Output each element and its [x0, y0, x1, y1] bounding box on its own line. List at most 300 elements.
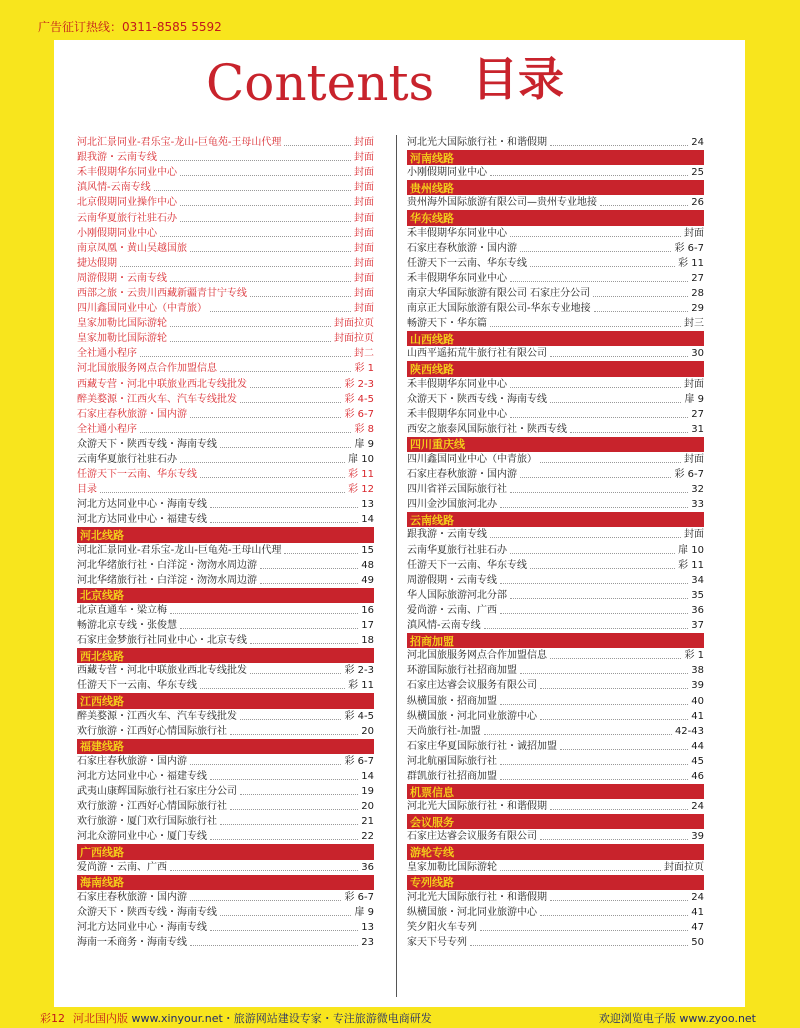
- toc-entry-page: 封二: [354, 348, 374, 360]
- toc-entry-title: 四川金沙国旅河北办: [407, 499, 497, 511]
- toc-entry[interactable]: [77, 709, 374, 724]
- toc-entry[interactable]: [407, 135, 704, 150]
- dot-leader: [200, 688, 345, 689]
- toc-entry-page: 23: [361, 937, 374, 949]
- section-header: 福建线路: [77, 739, 374, 754]
- toc-entry-title: 欢行旅游・江西好心情国际旅行社: [77, 725, 227, 737]
- toc-entry-title: 南京正大国际旅游有限公司-华东专业地接: [407, 303, 591, 315]
- section-header: 贵州线路: [407, 180, 704, 195]
- dot-leader: [540, 688, 688, 689]
- toc-entry-page: 彩 2-3: [344, 665, 374, 677]
- toc-entry[interactable]: [407, 165, 704, 180]
- toc-entry[interactable]: [77, 663, 374, 678]
- toc-entry[interactable]: [407, 241, 704, 256]
- toc-entry[interactable]: [77, 226, 374, 241]
- toc-entry[interactable]: [407, 271, 704, 286]
- dot-leader: [500, 704, 688, 705]
- dot-leader: [210, 522, 358, 523]
- toc-entry[interactable]: [77, 905, 374, 920]
- toc-entry[interactable]: [407, 543, 704, 558]
- toc-entry[interactable]: [407, 603, 704, 618]
- footer-page-label: 彩12: [40, 1012, 65, 1025]
- toc-entry-title: 河北华绪旅行社・白洋淀・沕沕水周边游: [77, 559, 257, 571]
- toc-entry-title: 石家庄春秋旅游・国内游: [407, 242, 517, 254]
- toc-entry-page: 45: [691, 755, 704, 767]
- toc-entry-page: 26: [691, 197, 704, 209]
- dot-leader: [520, 251, 671, 252]
- toc-entry-page: 封面: [684, 227, 704, 239]
- toc-entry-title: 石家庄春秋旅游・国内游: [77, 755, 187, 767]
- dot-leader: [190, 251, 351, 252]
- toc-entry-title: 周游假期・云南专线: [77, 272, 167, 284]
- toc-entry-title: 小刚假期同业中心: [77, 227, 157, 239]
- toc-entry[interactable]: [77, 256, 374, 271]
- dot-leader: [500, 870, 661, 871]
- toc-entry-title: 畅游北京专线・张俊慧: [77, 620, 177, 632]
- toc-entry[interactable]: [77, 180, 374, 195]
- toc-entry[interactable]: [407, 407, 704, 422]
- toc-entry-title: 跟我游・云南专线: [77, 152, 157, 164]
- toc-entry-page: 封面: [354, 257, 374, 269]
- toc-entry[interactable]: [407, 724, 704, 739]
- dot-leader: [480, 930, 688, 931]
- footer-slogan[interactable]: www.xinyour.net・旅游网站建设专家・专注旅游微电商研发: [131, 1012, 432, 1025]
- toc-entry[interactable]: [77, 860, 374, 875]
- toc-entry[interactable]: [407, 920, 704, 935]
- toc-entry[interactable]: [407, 286, 704, 301]
- toc-entry[interactable]: [407, 482, 704, 497]
- toc-entry[interactable]: [77, 165, 374, 180]
- section-header: 专列线路: [407, 875, 704, 890]
- toc-entry-title: 云南华夏旅行社驻石办: [77, 212, 177, 224]
- toc-entry[interactable]: [77, 724, 374, 739]
- toc-entry[interactable]: [407, 648, 704, 663]
- toc-entry-title: 众游天下・陕西专线・海南专线: [77, 906, 217, 918]
- toc-entry[interactable]: [77, 497, 374, 512]
- dot-leader: [560, 749, 688, 750]
- toc-entry-title: 西藏专营・河北中联旅业西北专线批发: [77, 665, 247, 677]
- toc-entry-page: 42-43: [674, 725, 704, 737]
- toc-entry[interactable]: [407, 739, 704, 754]
- dot-leader: [170, 326, 331, 327]
- toc-entry[interactable]: [407, 573, 704, 588]
- toc-entry[interactable]: [77, 331, 374, 346]
- toc-entry-title: 北京直通车・梁立梅: [77, 604, 167, 616]
- dot-leader: [100, 492, 345, 493]
- toc-entry[interactable]: [77, 301, 374, 316]
- toc-entry[interactable]: [77, 558, 374, 573]
- dot-leader: [240, 794, 358, 795]
- toc-entry[interactable]: [77, 814, 374, 829]
- toc-entry-title: 石家庄春秋旅游・国内游: [77, 891, 187, 903]
- toc-entry-page: 24: [691, 891, 704, 903]
- dot-leader: [510, 492, 688, 493]
- title-english: Contents: [206, 54, 435, 112]
- toc-entry-title: 四川省祥云国际旅行社: [407, 484, 507, 496]
- toc-entry[interactable]: [77, 784, 374, 799]
- toc-entry[interactable]: [77, 392, 374, 407]
- toc-entry[interactable]: [77, 195, 374, 210]
- toc-entry-title: 皇家加勒比国际游轮: [77, 318, 167, 330]
- dot-leader: [210, 507, 358, 508]
- dot-leader: [550, 356, 688, 357]
- toc-entry-page: 彩 4-5: [344, 393, 374, 405]
- dot-leader: [510, 281, 688, 282]
- toc-entry[interactable]: [407, 377, 704, 392]
- toc-entry-title: 爱尚游・云南、广西: [77, 861, 167, 873]
- dot-leader: [230, 734, 358, 735]
- toc-entry[interactable]: [407, 392, 704, 407]
- dot-leader: [180, 221, 351, 222]
- toc-entry[interactable]: [77, 407, 374, 422]
- toc-entry[interactable]: [407, 422, 704, 437]
- toc-entry-title: 石家庄达睿会议服务有限公司: [407, 680, 537, 692]
- toc-entry[interactable]: [77, 603, 374, 618]
- toc-entry[interactable]: [77, 512, 374, 527]
- toc-entry[interactable]: [77, 799, 374, 814]
- ad-hotline: 广告征订热线：0311-8585 5592: [38, 20, 222, 34]
- toc-entry-page: 彩 6-7: [674, 242, 704, 254]
- toc-entry-page: 39: [691, 831, 704, 843]
- section-header: 广西线路: [77, 844, 374, 859]
- toc-entry-page: 彩 6-7: [674, 469, 704, 481]
- toc-entry-page: 20: [361, 801, 374, 813]
- toc-entry[interactable]: [77, 150, 374, 165]
- toc-entry[interactable]: [407, 346, 704, 361]
- toc-entry[interactable]: [407, 769, 704, 784]
- toc-entry-title: 小刚假期同业中心: [407, 167, 487, 179]
- toc-entry-title: 全社通小程序: [77, 348, 137, 360]
- toc-entry-title: 滇风情-云南专线: [407, 620, 481, 632]
- toc-entry-title: 云南华夏旅行社驻石办: [407, 544, 507, 556]
- toc-entry-title: 笑夕阳火车专列: [407, 921, 477, 933]
- toc-entry-title: 环游国际旅行社招商加盟: [407, 665, 517, 677]
- toc-entry-page: 31: [691, 423, 704, 435]
- toc-entry-title: 禾丰假期华东同业中心: [407, 408, 507, 420]
- section-header: 山西线路: [407, 331, 704, 346]
- toc-entry[interactable]: [407, 558, 704, 573]
- dot-leader: [160, 236, 351, 237]
- toc-entry-title: 河北众游同业中心・厦门专线: [77, 831, 207, 843]
- dot-leader: [220, 824, 358, 825]
- dot-leader: [510, 236, 681, 237]
- toc-entry-title: 全社通小程序: [77, 423, 137, 435]
- toc-entry-page: 40: [691, 695, 704, 707]
- toc-entry-title: 欢行旅游・江西好心情国际旅行社: [77, 801, 227, 813]
- toc-entry-page: 彩 4-5: [344, 710, 374, 722]
- toc-entry-page: 封面: [354, 167, 374, 179]
- toc-entry[interactable]: [407, 890, 704, 905]
- toc-entry-title: 河北光大国际旅行社・和谐假期: [407, 137, 547, 149]
- dot-leader: [170, 341, 331, 342]
- toc-entry-page: 18: [361, 635, 374, 647]
- dot-leader: [250, 387, 341, 388]
- dot-leader: [180, 205, 351, 206]
- dot-leader: [550, 402, 681, 403]
- dot-leader: [200, 477, 345, 478]
- toc-entry-page: 25: [691, 167, 704, 179]
- toc-entry-page: 彩 11: [678, 559, 704, 571]
- dot-leader: [500, 764, 688, 765]
- toc-entry[interactable]: [77, 890, 374, 905]
- toc-entry[interactable]: [77, 573, 374, 588]
- dot-leader: [220, 371, 351, 372]
- toc-entry[interactable]: [77, 422, 374, 437]
- toc-entry-page: 彩 6-7: [344, 755, 374, 767]
- dot-leader: [120, 266, 351, 267]
- toc-entry[interactable]: [77, 618, 374, 633]
- toc-entry-page: 封面: [684, 454, 704, 466]
- toc-entry[interactable]: [407, 663, 704, 678]
- toc-entry[interactable]: [77, 437, 374, 452]
- toc-entry-page: 彩 11: [678, 257, 704, 269]
- dot-leader: [210, 930, 358, 931]
- dot-leader: [510, 387, 681, 388]
- toc-entry[interactable]: [77, 754, 374, 769]
- toc-entry[interactable]: [407, 467, 704, 482]
- toc-entry[interactable]: [407, 693, 704, 708]
- toc-entry[interactable]: [77, 241, 374, 256]
- toc-entry-title: 河北航丽国际旅行社: [407, 755, 497, 767]
- toc-entry-page: 封三: [684, 318, 704, 330]
- toc-entry-title: 目录: [77, 484, 97, 496]
- dot-leader: [220, 447, 351, 448]
- dot-leader: [550, 145, 688, 146]
- dot-leader: [140, 432, 351, 433]
- toc-entry-page: 33: [691, 499, 704, 511]
- toc-entry[interactable]: [407, 799, 704, 814]
- toc-entry[interactable]: [407, 829, 704, 844]
- toc-entry-page: 封面: [354, 287, 374, 299]
- dot-leader: [530, 568, 675, 569]
- toc-entry-page: 封面: [354, 303, 374, 315]
- dot-leader: [284, 145, 351, 146]
- toc-entry-title: 四川鑫国同业中心（中青旅）: [407, 454, 537, 466]
- toc-entry-page: 27: [691, 272, 704, 284]
- toc-entry[interactable]: [407, 452, 704, 467]
- toc-entry-page: 24: [691, 801, 704, 813]
- toc-entry-title: 禾丰假期华东同业中心: [407, 272, 507, 284]
- toc-entry-title: 爱尚游・云南、广西: [407, 604, 497, 616]
- toc-entry-title: 河北方达同业中心・福建专线: [77, 514, 207, 526]
- toc-entry[interactable]: [77, 829, 374, 844]
- toc-entry-page: 16: [361, 604, 374, 616]
- toc-entry-title: 石家庄春秋旅游・国内游: [77, 408, 187, 420]
- toc-entry[interactable]: [77, 210, 374, 225]
- dot-leader: [540, 462, 681, 463]
- toc-entry-page: 彩 11: [348, 680, 374, 692]
- dot-leader: [500, 583, 688, 584]
- toc-entry-title: 海南一禾商务・海南专线: [77, 937, 187, 949]
- dot-leader: [510, 417, 688, 418]
- section-header: 河南线路: [407, 150, 704, 165]
- dot-leader: [510, 553, 675, 554]
- toc-entry-title: 皇家加勒比国际游轮: [407, 861, 497, 873]
- toc-entry-title: 畅游天下・华东篇: [407, 318, 487, 330]
- toc-entry-page: 24: [691, 137, 704, 149]
- dot-leader: [530, 266, 675, 267]
- dot-leader: [500, 779, 688, 780]
- toc-entry-page: 彩 1: [684, 650, 704, 662]
- toc-entry-page: 47: [691, 921, 704, 933]
- toc-entry-page: 46: [691, 770, 704, 782]
- contents-page: [54, 40, 745, 1007]
- dot-leader: [180, 175, 351, 176]
- toc-entry-title: 欢行旅游・厦门欢行国际旅行社: [77, 816, 217, 828]
- toc-entry-page: 17: [361, 620, 374, 632]
- dot-leader: [180, 462, 345, 463]
- toc-entry-page: 封面: [354, 227, 374, 239]
- toc-entry-title: 禾丰假期华东同业中心: [407, 378, 507, 390]
- toc-entry-page: 扉 9: [354, 906, 374, 918]
- toc-entry-title: 滇风情-云南专线: [77, 182, 151, 194]
- toc-entry-title: 天尚旅行社-加盟: [407, 725, 481, 737]
- toc-entry-page: 39: [691, 680, 704, 692]
- toc-entry[interactable]: [407, 527, 704, 542]
- toc-entry-page: 35: [691, 589, 704, 601]
- toc-entry[interactable]: [407, 195, 704, 210]
- toc-entry-page: 彩 6-7: [344, 891, 374, 903]
- toc-entry-title: 西藏专营・河北中联旅业西北专线批发: [77, 378, 247, 390]
- toc-entry-page: 44: [691, 740, 704, 752]
- dot-leader: [260, 568, 358, 569]
- dot-leader: [190, 764, 341, 765]
- toc-entry[interactable]: [77, 467, 374, 482]
- toc-entry-title: 任游天下一云南、华东专线: [77, 469, 197, 481]
- toc-entry[interactable]: [77, 135, 374, 150]
- section-header: 华东线路: [407, 210, 704, 225]
- toc-entry[interactable]: [77, 452, 374, 467]
- toc-entry-title: 河北方达同业中心・海南专线: [77, 921, 207, 933]
- toc-entry[interactable]: [407, 588, 704, 603]
- toc-entry[interactable]: [407, 935, 704, 950]
- toc-entry[interactable]: [77, 316, 374, 331]
- toc-entry[interactable]: [77, 543, 374, 558]
- toc-entry[interactable]: [407, 678, 704, 693]
- toc-entry-page: 彩 11: [348, 469, 374, 481]
- toc-entry-title: 石家庄金梦旅行社同业中心・北京专线: [77, 635, 247, 647]
- toc-entry-page: 32: [691, 484, 704, 496]
- toc-entry[interactable]: [407, 618, 704, 633]
- dot-leader: [600, 205, 688, 206]
- toc-entry-page: 15: [361, 544, 374, 556]
- toc-entry-page: 封面: [354, 212, 374, 224]
- dot-leader: [210, 779, 358, 780]
- footer-left: [40, 1010, 432, 1026]
- toc-entry-page: 封面拉页: [334, 318, 374, 330]
- dot-leader: [550, 658, 681, 659]
- dot-leader: [540, 719, 688, 720]
- dot-leader: [240, 719, 341, 720]
- toc-entry[interactable]: [77, 678, 374, 693]
- dot-leader: [520, 673, 688, 674]
- toc-entry[interactable]: [407, 860, 704, 875]
- toc-entry[interactable]: [407, 497, 704, 512]
- toc-entry[interactable]: [407, 754, 704, 769]
- dot-leader: [593, 296, 688, 297]
- toc-entry-page: 彩 12: [348, 484, 374, 496]
- toc-entry[interactable]: [407, 226, 704, 241]
- toc-entry-page: 封面: [684, 529, 704, 541]
- toc-entry-page: 彩 8: [354, 423, 374, 435]
- footer-edition: 河北国内版: [73, 1012, 128, 1025]
- footer-right[interactable]: 欢迎浏览电子版 www.zyoo.net: [598, 1012, 756, 1025]
- toc-entry-title: 河北国旅服务网点合作加盟信息: [407, 650, 547, 662]
- toc-entry-title: 众游天下・陕西专线・海南专线: [407, 393, 547, 405]
- toc-entry[interactable]: [77, 286, 374, 301]
- toc-entry[interactable]: [77, 482, 374, 497]
- dot-leader: [250, 643, 358, 644]
- toc-entry-title: 石家庄春秋旅游・国内游: [407, 469, 517, 481]
- toc-entry[interactable]: [77, 361, 374, 376]
- dot-leader: [594, 311, 689, 312]
- toc-entry[interactable]: [407, 316, 704, 331]
- toc-entry[interactable]: [77, 935, 374, 950]
- dot-leader: [190, 945, 358, 946]
- toc-entry-title: 家天下号专列: [407, 937, 467, 949]
- section-header: 招商加盟: [407, 633, 704, 648]
- section-header: 西北线路: [77, 648, 374, 663]
- toc-entry-page: 27: [691, 408, 704, 420]
- toc-entry-title: 华人国际旅游河北分部: [407, 589, 507, 601]
- toc-entry-page: 封面拉页: [664, 861, 704, 873]
- dot-leader: [284, 553, 358, 554]
- section-header: 机票信息: [407, 784, 704, 799]
- toc-entry[interactable]: [77, 633, 374, 648]
- toc-entry[interactable]: [77, 377, 374, 392]
- toc-entry-page: 封面: [354, 137, 374, 149]
- toc-entry-title: 众游天下・陕西专线・海南专线: [77, 438, 217, 450]
- dot-leader: [190, 417, 341, 418]
- section-header: 会议服务: [407, 814, 704, 829]
- dot-leader: [170, 281, 351, 282]
- toc-entry-title: 纵横国旅・招商加盟: [407, 695, 497, 707]
- toc-entry-title: 河北方达同业中心・海南专线: [77, 499, 207, 511]
- column-divider: [396, 135, 397, 997]
- toc-entry[interactable]: [77, 271, 374, 286]
- toc-entry[interactable]: [407, 905, 704, 920]
- toc-entry-page: 37: [691, 620, 704, 632]
- toc-entry-page: 扉 9: [684, 393, 704, 405]
- toc-entry-page: 封面拉页: [334, 333, 374, 345]
- toc-entry[interactable]: [77, 346, 374, 361]
- toc-entry-page: 49: [361, 574, 374, 586]
- toc-entry-page: 34: [691, 574, 704, 586]
- toc-entry-title: 河北方达同业中心・福建专线: [77, 770, 207, 782]
- section-header: 云南线路: [407, 512, 704, 527]
- toc-entry[interactable]: [407, 256, 704, 271]
- toc-entry-page: 50: [691, 937, 704, 949]
- toc-entry[interactable]: [407, 301, 704, 316]
- dot-leader: [170, 613, 358, 614]
- toc-entry-page: 41: [691, 906, 704, 918]
- toc-entry-page: 扉 10: [348, 454, 374, 466]
- dot-leader: [190, 900, 341, 901]
- toc-entry-title: 四川鑫国同业中心（中青旅）: [77, 303, 207, 315]
- toc-entry-title: 醉美婺源・江西火车、汽车专线批发: [77, 710, 237, 722]
- right-column: [407, 135, 704, 950]
- toc-entry-page: 14: [361, 514, 374, 526]
- section-header: 海南线路: [77, 875, 374, 890]
- toc-entry-page: 扉 10: [678, 544, 704, 556]
- toc-entry[interactable]: [77, 920, 374, 935]
- toc-entry-title: 纵横国旅・河北同业旅游中心: [407, 906, 537, 918]
- toc-entry-title: 石家庄华夏国际旅行社・诚招加盟: [407, 740, 557, 752]
- left-column: [77, 135, 374, 950]
- toc-entry[interactable]: [407, 709, 704, 724]
- toc-entry[interactable]: [77, 769, 374, 784]
- dot-leader: [510, 598, 688, 599]
